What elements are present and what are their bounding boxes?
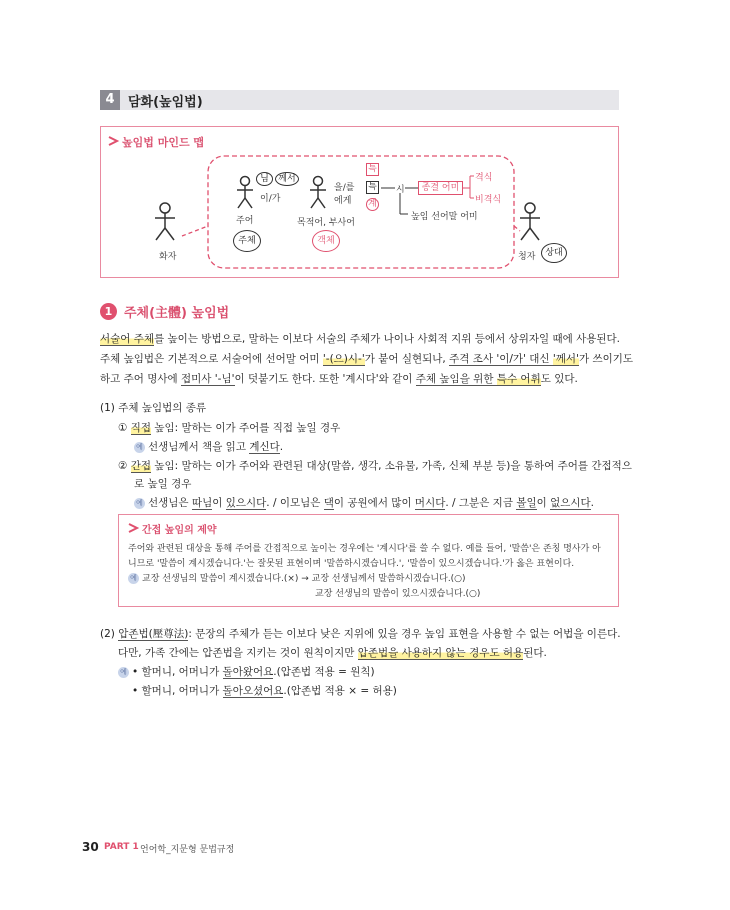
object-circle: 객체 <box>312 230 340 252</box>
text: 도 있다. <box>540 373 578 385</box>
informal-label: 비격식 <box>475 195 502 205</box>
text: 높임: 말하는 이가 주어와 관련된 대상(말씀, 생각, 소유물, 가족, 신체 부분 등)을 통하여 주어를 간접적으 <box>151 460 632 472</box>
text: .(압존법 적용 = 원칙) <box>273 666 375 678</box>
text: 가 붙어 실현되나, <box>364 353 450 365</box>
example-icon: 예 <box>134 442 145 453</box>
underlined-term: 주격 조사 '이/가' 대신 <box>449 353 553 365</box>
underlined-term: 압존법(壓尊法) <box>118 628 189 640</box>
underlined-term: 없으시다 <box>550 497 591 509</box>
text: 를 높이는 방법으로, 말하는 이보다 서술의 주체가 나이나 사회적 지위 등에서 상위자일 때에 사용된다. <box>154 333 620 345</box>
listener-circle: 상대 <box>541 243 567 263</box>
text: 이 <box>536 497 551 509</box>
underlined-term: 돌아왔어요 <box>222 666 274 678</box>
example-icon: 예 <box>118 667 129 678</box>
underlined-term: 따님 <box>191 497 213 509</box>
apjon-line-1 <box>100 626 621 641</box>
text: 가 쓰이기도 <box>578 353 634 365</box>
ending-box: 종결 어미 <box>418 181 463 195</box>
example-icon: 예 <box>128 573 139 584</box>
speaker-label: 화자 <box>159 252 177 262</box>
underlined-term: 볼일 <box>516 497 537 509</box>
section-title: 담화(높임법) <box>128 95 203 110</box>
page-number: 30 <box>82 840 99 854</box>
nim-circle: 님 <box>256 172 273 186</box>
highlight-term: 간접 <box>130 460 152 472</box>
adverb-particle: 에게 <box>334 196 352 206</box>
si-label: 시 <box>396 185 405 195</box>
highlight-term: '-(으)시-' <box>322 353 365 365</box>
underlined-term: 있으시다 <box>225 497 267 509</box>
para-line-1 <box>100 331 620 346</box>
gye-circle: 계 <box>366 198 379 211</box>
text: • 할머니, 어머니가 <box>132 666 223 678</box>
example-icon: 예 <box>134 498 145 509</box>
types-heading: (1) 주체 높임법의 종류 <box>100 402 207 414</box>
indirect-line <box>118 458 632 473</box>
note-title: 간접 높임의 제약 <box>142 525 217 536</box>
text: • 할머니, 어머니가 <box>132 685 223 697</box>
indirect-line-2: 로 높일 경우 <box>134 478 192 490</box>
underlined-term: 주체 높임을 위한 <box>415 373 497 385</box>
chevron-right-icon <box>128 523 140 533</box>
highlight-term: 직접 <box>130 422 152 434</box>
highlight-term: '께서' <box>552 353 579 365</box>
indirect-example <box>134 495 594 510</box>
mindmap-title: 높임법 마인드 맵 <box>122 136 205 149</box>
text: 다만, 가족 간에는 압존법을 지키는 것이 원칙이지만 <box>118 647 358 659</box>
underlined-term: 접미사 '-님' <box>181 373 235 385</box>
note-line-2: 니므로 '말씀이 계시겠습니다.'는 잘못된 표현이며 '말씀하시겠습니다.', '말씀이 있으시겠습니다.'가 옳은 표현이다. <box>128 559 575 569</box>
subject-circle: 주체 <box>233 230 261 252</box>
highlight-term: 압존법을 사용하지 않는 경우도 허용 <box>357 647 524 659</box>
underlined-term: 댁 <box>323 497 334 509</box>
kkeseo-circle: 께서 <box>275 172 299 186</box>
text: . <box>590 497 595 509</box>
text: . / 그분은 지금 <box>445 497 517 509</box>
text: 하고 주어 명사에 <box>100 373 182 385</box>
text: 이 공원에서 많이 <box>333 497 415 509</box>
object-particle: 을/를 <box>334 183 355 193</box>
prefinal-label: 높임 선어말 어미 <box>411 212 478 222</box>
underlined-term: 계신다 <box>249 441 280 453</box>
apjon-example-1 <box>118 664 375 679</box>
text: 선생님은 <box>148 497 192 509</box>
para-line-2 <box>100 351 633 366</box>
text: 교장 선생님의 말씀이 계시겠습니다.(×) → 교장 선생님께서 말씀하시겠습니다.(○) <box>142 574 466 584</box>
text: 주체 높임법은 기본적으로 서술어에 선어말 어미 <box>100 353 323 365</box>
text: . / 이모님은 <box>266 497 324 509</box>
text: 이 <box>212 497 226 509</box>
apjon-line-2 <box>118 645 547 660</box>
listener-label: 청자 <box>518 252 536 262</box>
note-example-1 <box>128 571 466 584</box>
book-title: 언어학_지문형 문법규정 <box>140 845 235 855</box>
list-number: ① <box>118 422 128 434</box>
text: 선생님께서 책을 읽고 <box>148 441 250 453</box>
note-line-1: 주어와 관련된 대상을 통해 주어를 간접적으로 높이는 경우에는 '계시다'를 쓸 수 없다. 예를 들어, '말씀'은 존칭 명사가 아 <box>128 544 601 554</box>
subsection-number: 1 <box>100 303 117 320</box>
section-number: 4 <box>100 90 120 110</box>
direct-example <box>134 439 283 454</box>
text: 높임: 말하는 이가 주어를 직접 높일 경우 <box>151 422 341 434</box>
text: (2) <box>100 628 119 640</box>
subsection-title: 주체(主體) 높임법 <box>124 306 230 321</box>
list-number: ② <box>118 460 128 472</box>
underlined-term: 머시다 <box>414 497 446 509</box>
teuk-top-box: 특 <box>366 163 379 176</box>
apjon-example-2 <box>132 683 397 698</box>
underlined-term: 돌아오셨어요 <box>222 685 284 697</box>
text: : 문장의 주체가 듣는 이보다 낮은 지위에 있을 경우 높임 표현을 사용할 수 없는 어법을 이른다. <box>188 628 621 640</box>
part-label: PART 1 <box>104 842 139 852</box>
highlight-term: 서술어 주체 <box>100 333 155 345</box>
subject-particle: 이/가 <box>260 194 281 204</box>
direct-line <box>118 420 340 435</box>
text: . <box>279 441 284 453</box>
para-line-3 <box>100 371 578 386</box>
note-example-2: 교장 선생님의 말씀이 있으시겠습니다.(○) <box>315 589 481 599</box>
text: 이 덧붙기도 한다. 또한 '계시다'와 같이 <box>234 373 416 385</box>
subject-label: 주어 <box>236 216 254 226</box>
formal-label: 격식 <box>475 173 493 183</box>
text: 된다. <box>523 647 547 659</box>
text: .(압존법 적용 × = 허용) <box>283 685 397 697</box>
object-label: 목적어, 부사어 <box>297 218 355 228</box>
teuk-mid-box: 특 <box>366 181 379 194</box>
highlight-term: 특수 어휘 <box>496 373 541 385</box>
